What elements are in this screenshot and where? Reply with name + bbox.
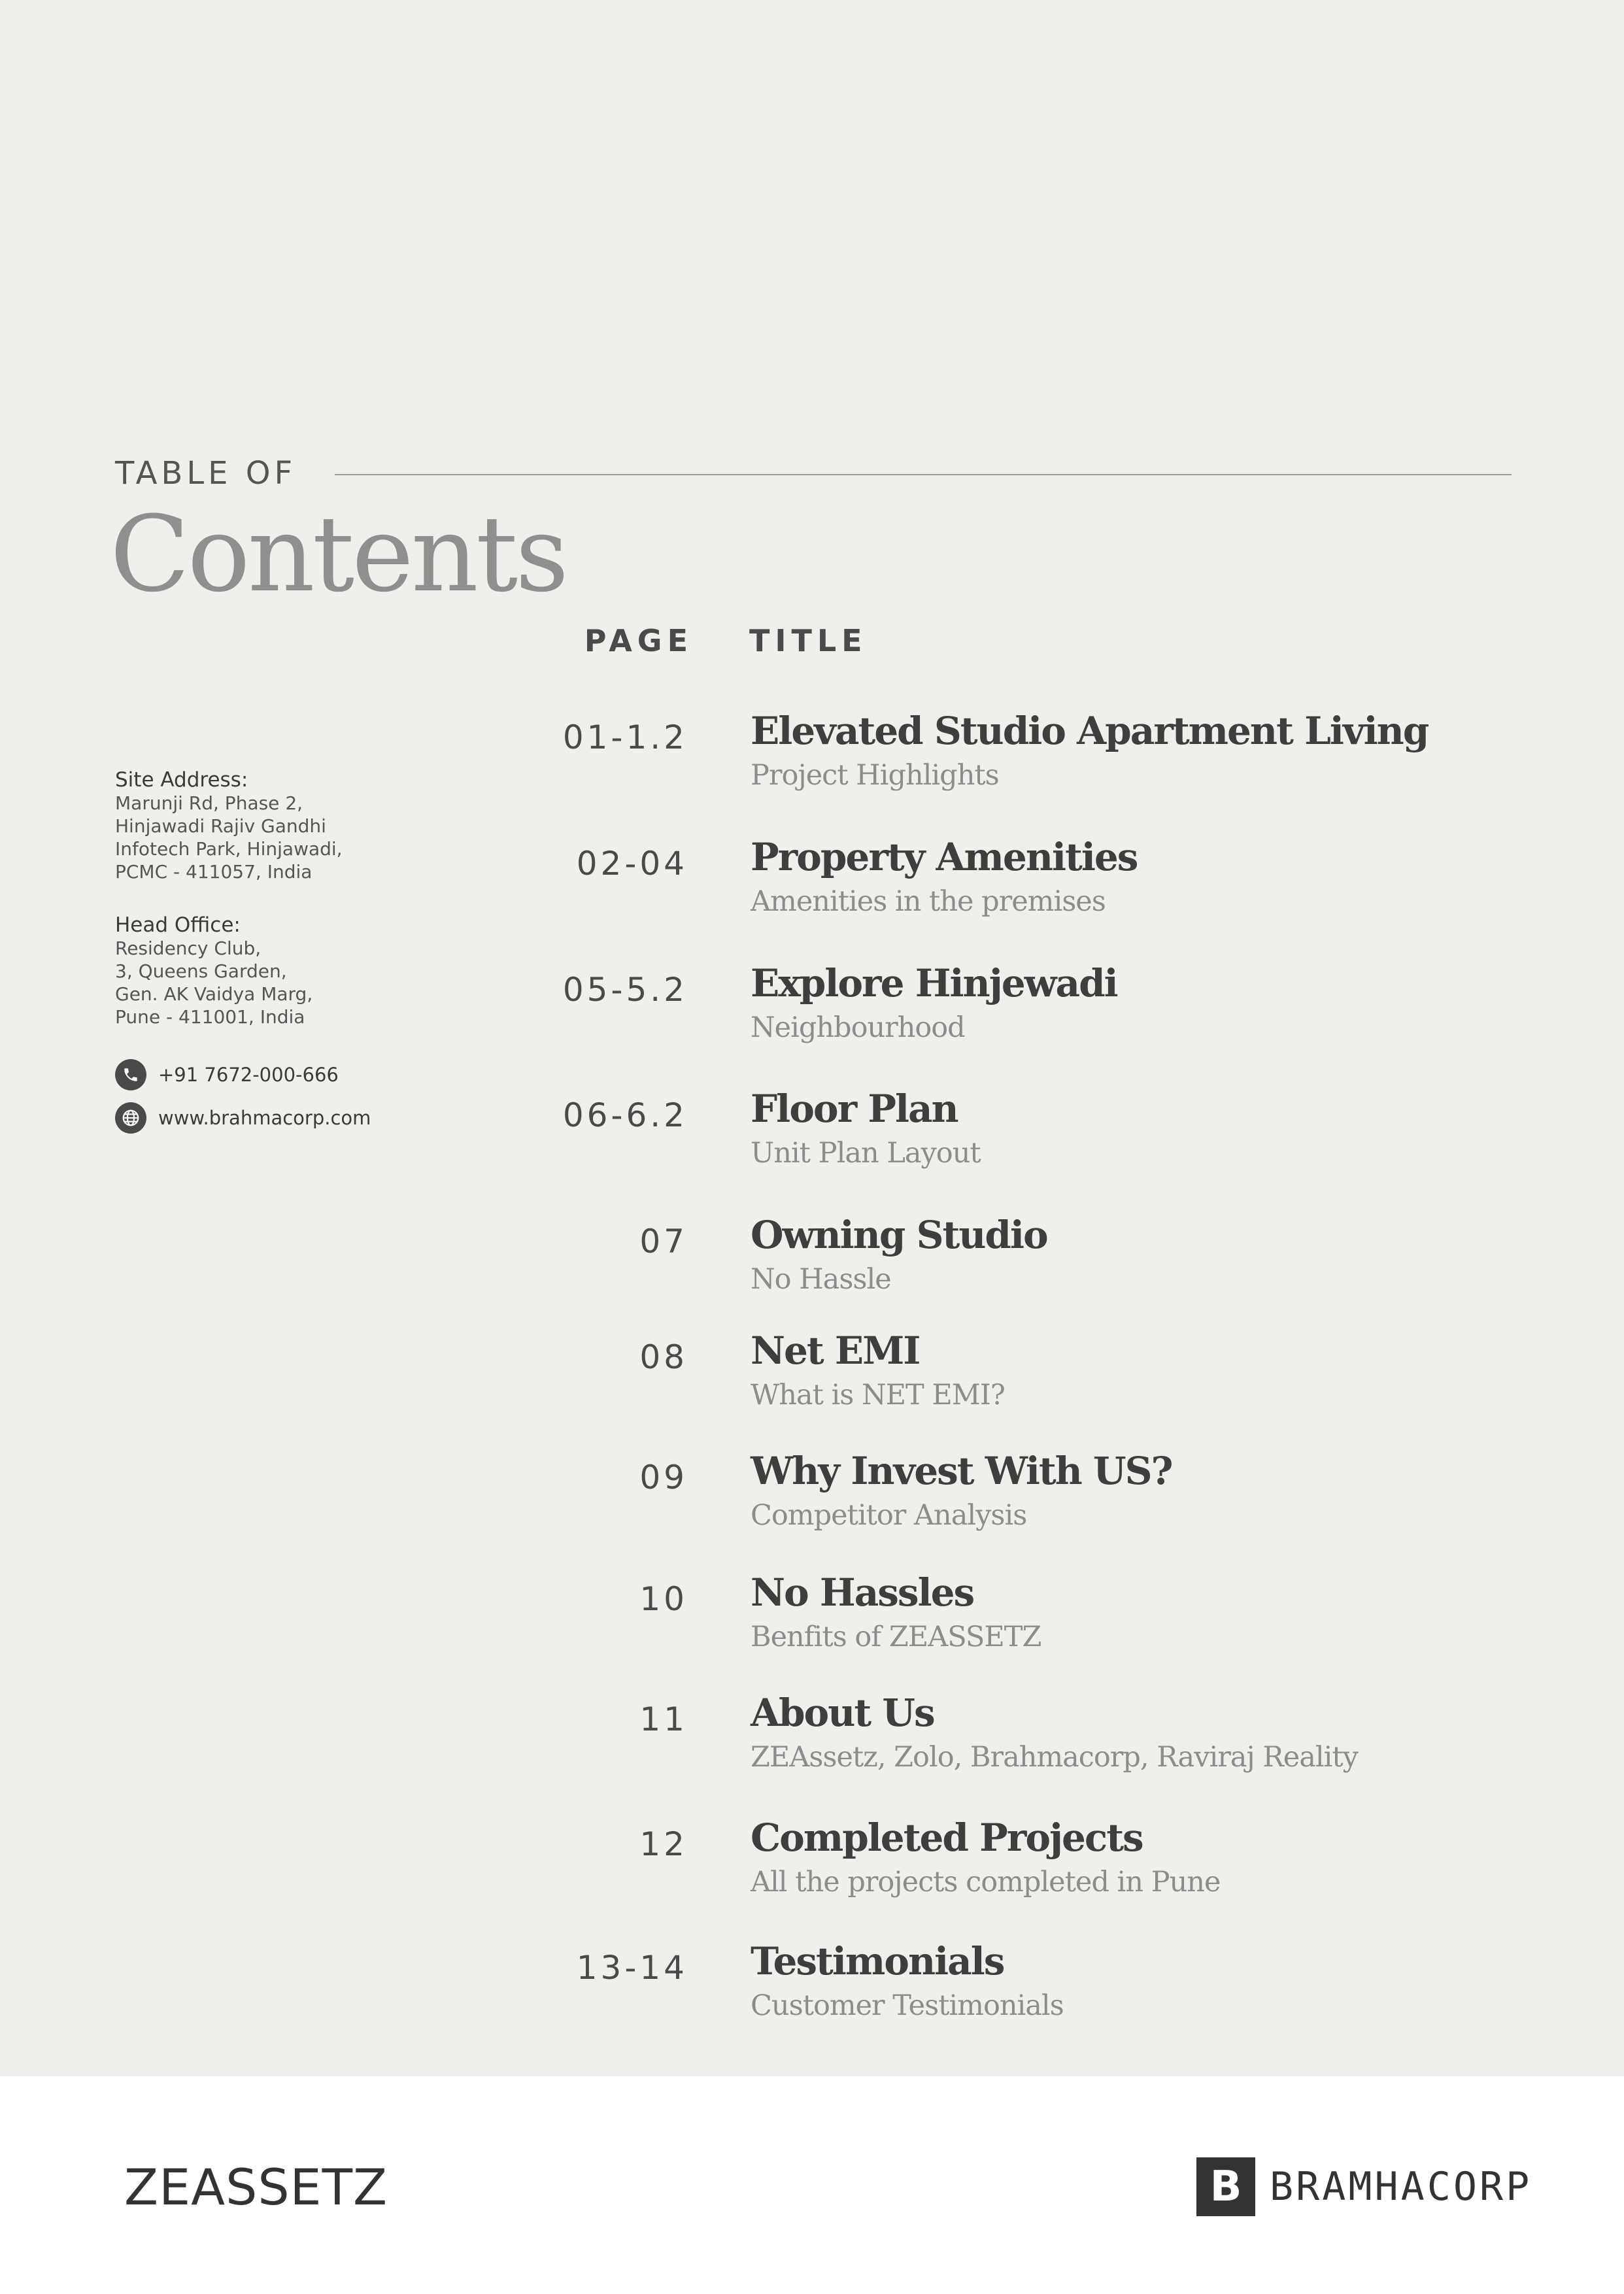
site-address-line: Marunji Rd, Phase 2, [115, 792, 303, 814]
entry-title: Completed Projects [751, 1815, 1143, 1860]
entry-title: Property Amenities [751, 835, 1138, 879]
head-office-line: Pune - 411001, India [115, 1006, 305, 1028]
title-column-header: TITLE [749, 623, 868, 658]
entry-title: Explore Hinjewadi [751, 961, 1117, 1005]
entry-title: Testimonials [751, 1939, 1004, 1983]
address-sidebar [115, 768, 481, 1134]
toc-entry[interactable] [0, 1936, 1624, 2041]
toc-entry[interactable] [0, 832, 1624, 937]
bramhacorp-wordmark: BRAMHACORP [1270, 2164, 1532, 2210]
page-column-header: PAGE [584, 623, 693, 658]
toc-entry[interactable] [0, 1813, 1624, 1917]
entry-subtitle: All the projects completed in Pune [751, 1866, 1221, 1898]
page-title: Contents [110, 493, 567, 615]
zeassetz-logo: ZEASSETZ [124, 2158, 388, 2216]
entry-subtitle: Benfits of ZEASSETZ [751, 1621, 1041, 1653]
entry-page: 01-1.2 [562, 718, 688, 756]
entry-title: No Hassles [751, 1570, 974, 1615]
entry-page: 05-5.2 [562, 971, 688, 1009]
bramhacorp-mark: B [1196, 2157, 1255, 2216]
bramhacorp-logo [1196, 2157, 1532, 2216]
head-office-heading: Head Office: [115, 913, 241, 937]
entry-subtitle: Unit Plan Layout [751, 1137, 981, 1170]
entry-page: 13-14 [576, 1949, 688, 1987]
toc-entry[interactable] [0, 1568, 1624, 1672]
toc-entry[interactable] [0, 1688, 1624, 1793]
toc-entry[interactable] [0, 1326, 1624, 1430]
entry-page: 02-04 [576, 845, 688, 883]
site-address-line: Hinjawadi Rajiv Gandhi [115, 815, 326, 837]
toc-entry[interactable] [0, 1446, 1624, 1551]
site-address-line: Infotech Park, Hinjawadi, [115, 838, 343, 860]
entry-subtitle: No Hassle [751, 1263, 891, 1296]
head-office-line: Residency Club, [115, 937, 262, 959]
entry-subtitle: Competitor Analysis [751, 1499, 1027, 1532]
entry-title: Floor Plan [751, 1087, 958, 1131]
entry-title: About Us [751, 1691, 934, 1735]
entry-subtitle: What is NET EMI? [751, 1379, 1005, 1411]
entry-page: 11 [639, 1700, 688, 1738]
entry-page: 07 [639, 1223, 688, 1260]
entry-subtitle: Project Highlights [751, 759, 999, 792]
toc-label: TABLE OF [115, 455, 297, 492]
toc-entry[interactable] [0, 1210, 1624, 1315]
entry-page: 08 [639, 1338, 688, 1376]
website-link[interactable]: www.brahmacorp.com [158, 1107, 371, 1129]
header-rule [335, 474, 1512, 475]
toc-entry[interactable] [0, 1084, 1624, 1189]
entry-subtitle: Amenities in the premises [751, 885, 1106, 918]
toc-entry[interactable] [0, 958, 1624, 1063]
entry-title: Elevated Studio Apartment Living [751, 709, 1429, 753]
entry-subtitle: Neighbourhood [751, 1011, 965, 1044]
entry-title: Owning Studio [751, 1213, 1047, 1257]
toc-entry[interactable] [0, 706, 1624, 811]
entry-page: 09 [639, 1459, 688, 1496]
site-address-line: PCMC - 411057, India [115, 861, 313, 883]
entry-page: 12 [639, 1825, 688, 1863]
entry-title: Net EMI [751, 1328, 920, 1373]
entry-subtitle: ZEAssetz, Zolo, Brahmacorp, Raviraj Reality [751, 1741, 1358, 1774]
head-office-line: 3, Queens Garden, [115, 960, 287, 982]
entry-page: 10 [639, 1580, 688, 1618]
entry-title: Why Invest With US? [751, 1449, 1172, 1493]
site-address-heading: Site Address: [115, 768, 248, 792]
entry-page: 06-6.2 [562, 1096, 688, 1134]
head-office-line: Gen. AK Vaidya Marg, [115, 983, 313, 1005]
phone-number: +91 7672-000-666 [158, 1064, 339, 1086]
entry-subtitle: Customer Testimonials [751, 1989, 1064, 2022]
